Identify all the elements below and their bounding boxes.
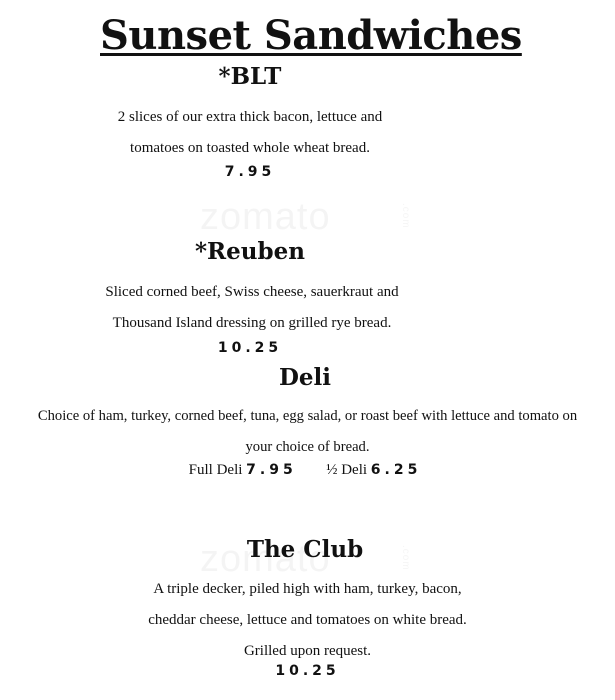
description-line: Thousand Island dressing on grilled rye bread. <box>112 315 392 331</box>
dish-price-blt: 7.95 <box>224 164 276 180</box>
dish-price-reuben: 10.25 <box>217 340 283 356</box>
half-deli-label: ½ Deli <box>326 462 368 478</box>
description-line: tomatoes on toasted whole wheat bread. <box>130 140 370 156</box>
dish-description-blt <box>0 102 500 164</box>
full-deli-price: 7.95 <box>246 462 297 478</box>
dish-name-blt: *BLT <box>218 63 282 90</box>
description-line: Sliced corned beef, Swiss cheese, sauerkraut and <box>105 284 399 300</box>
dish-description-club <box>0 574 615 667</box>
dish-name-reuben: *Reuben <box>195 238 305 265</box>
watermark <box>200 196 331 239</box>
dish-price-club: 10.25 <box>275 663 340 679</box>
description-line: A triple decker, piled high with ham, turkey, bacon, <box>153 581 462 597</box>
half-deli-price: 6.25 <box>370 462 422 478</box>
watermark-suffix <box>400 203 411 229</box>
description-line: Grilled upon request. <box>243 643 372 659</box>
dish-description-deli <box>0 401 615 463</box>
description-line: 2 slices of our extra thick bacon, lettuce and <box>117 109 383 125</box>
description-line: your choice of bread. <box>245 439 370 455</box>
menu-title: Sunset Sandwiches <box>100 12 522 59</box>
description-line: cheddar cheese, lettuce and tomatoes on white bread. <box>148 612 467 628</box>
dish-name-deli: Deli <box>278 364 332 391</box>
dish-description-reuben <box>0 277 504 339</box>
full-deli-label: Full Deli <box>188 462 243 478</box>
dish-name-club: The Club <box>246 536 364 563</box>
deli-price-options <box>155 462 455 479</box>
description-line: Choice of ham, turkey, corned beef, tuna, egg salad, or roast beef with lettuce and tomato on <box>37 408 578 424</box>
